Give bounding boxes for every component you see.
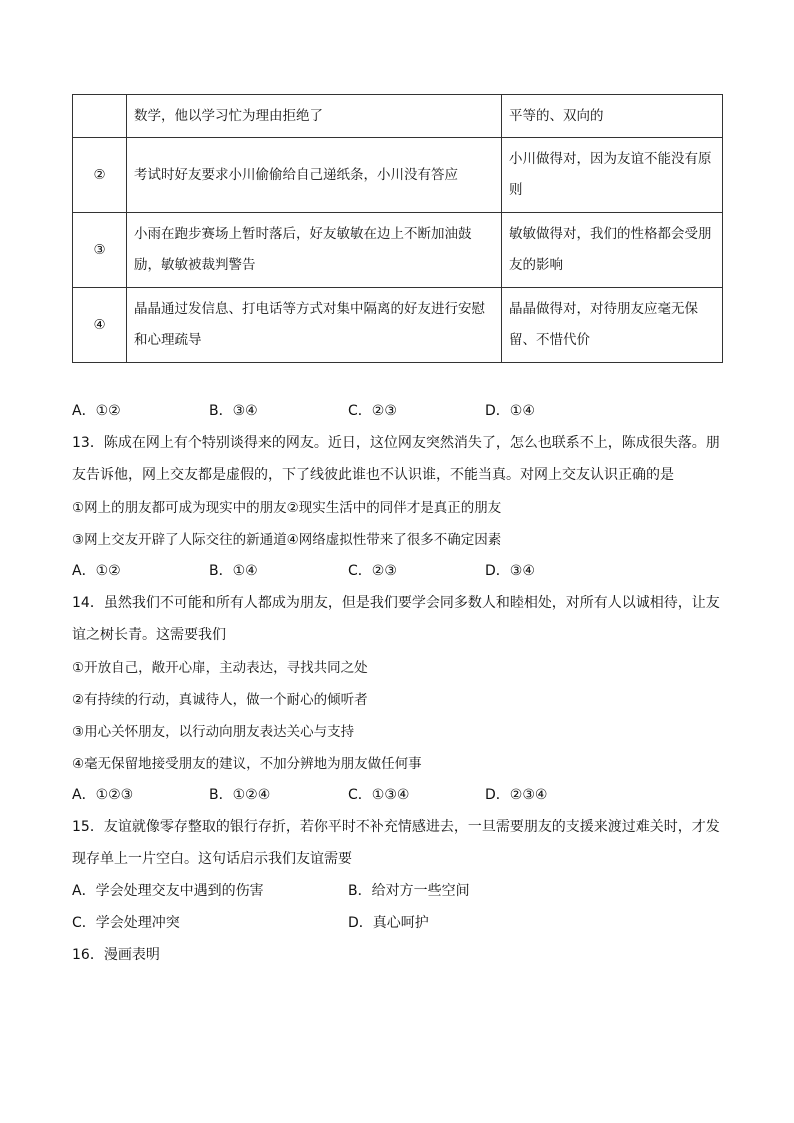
- q14-statement-4: ④毫无保留地接受朋友的建议，不加分辨地为朋友做任何事: [72, 756, 422, 772]
- q14-statement-2: ②有持续的行动，真诚待人，做一个耐心的倾听者: [72, 692, 368, 708]
- q13-statements-1: ①网上的朋友都可成为现实中的朋友②现实生活中的同伴才是真正的朋友: [72, 500, 502, 516]
- q14-statement-1: ①开放自己，敞开心扉，主动表达，寻找共同之处: [72, 660, 368, 676]
- option-a[interactable]: A．①②: [72, 563, 121, 579]
- option-b[interactable]: B．①④: [209, 563, 258, 579]
- q13-stem-line1: 13．陈成在网上有个特别谈得来的网友。近日，这位网友突然消失了，怎么也联系不上，陈成很失落。朋: [72, 435, 720, 451]
- option-d[interactable]: D．②③④: [485, 787, 548, 803]
- option-d[interactable]: D．真心呵护: [348, 915, 429, 931]
- row-event: 数学，他以学习忙为理由拒绝了: [127, 95, 502, 138]
- q14-stem-line1: 14．虽然我们不可能和所有人都成为朋友，但是我们要学会同多数人和睦相处，对所有人以诚相待，让友: [72, 595, 720, 611]
- row-comment: 敏敏做得对，我们的性格都会受朋友的影响: [502, 213, 723, 288]
- row-event: 小雨在跑步赛场上暂时落后，好友敏敏在边上不断加油鼓励，敏敏被裁判警告: [127, 213, 502, 288]
- q15-options-row1: [72, 880, 722, 900]
- row-comment: 小川做得对，因为友谊不能没有原则: [502, 138, 723, 213]
- row-number: [73, 95, 127, 138]
- option-a[interactable]: A．学会处理交友中遇到的伤害: [72, 883, 264, 899]
- option-b[interactable]: B．③④: [209, 403, 258, 419]
- q13-statements-2: ③网上交友开辟了人际交往的新通道④网络虚拟性带来了很多不确定因素: [72, 532, 502, 548]
- q14-statement-3: ③用心关怀朋友，以行动向朋友表达关心与支持: [72, 724, 355, 740]
- friendship-table: [72, 94, 723, 363]
- row-event: 晶晶通过发信息、打电话等方式对集中隔离的好友进行安慰和心理疏导: [127, 288, 502, 363]
- table-row: [73, 138, 723, 213]
- q13-options: [72, 560, 722, 580]
- option-a[interactable]: A．①②③: [72, 787, 134, 803]
- row-number: ④: [73, 288, 127, 363]
- option-b[interactable]: B．给对方一些空间: [348, 883, 470, 899]
- q15-stem-line2: 现存单上一片空白。这句话启示我们友谊需要: [72, 851, 352, 867]
- option-c[interactable]: C．②③: [348, 403, 397, 419]
- option-c[interactable]: C．②③: [348, 563, 397, 579]
- option-c[interactable]: C．①③④: [348, 787, 410, 803]
- q13-stem-line2: 友告诉他，网上交友都是虚假的，下了线彼此谁也不认识谁，不能当真。对网上交友认识正确的是: [72, 467, 674, 483]
- table-row: [73, 288, 723, 363]
- option-c[interactable]: C．学会处理冲突: [72, 915, 180, 931]
- table-row: [73, 95, 723, 138]
- row-comment: 晶晶做得对，对待朋友应毫无保留、不惜代价: [502, 288, 723, 363]
- row-event: 考试时好友要求小川偷偷给自己递纸条，小川没有答应: [127, 138, 502, 213]
- option-b[interactable]: B．①②④: [209, 787, 271, 803]
- option-d[interactable]: D．①④: [485, 403, 535, 419]
- q12-options: [72, 400, 722, 420]
- q16-stem: 16．漫画表明: [72, 947, 160, 963]
- row-number: ②: [73, 138, 127, 213]
- q15-stem-line1: 15．友谊就像零存整取的银行存折，若你平时不补充情感进去，一旦需要朋友的支援来渡过难关时，才发: [72, 819, 720, 835]
- option-a[interactable]: A．①②: [72, 403, 121, 419]
- row-comment: 平等的、双向的: [502, 95, 723, 138]
- table-row: [73, 213, 723, 288]
- option-d[interactable]: D．③④: [485, 563, 535, 579]
- row-number: ③: [73, 213, 127, 288]
- q14-options: [72, 784, 722, 804]
- q14-stem-line2: 谊之树长青。这需要我们: [72, 627, 226, 643]
- q15-options-row2: [72, 912, 722, 932]
